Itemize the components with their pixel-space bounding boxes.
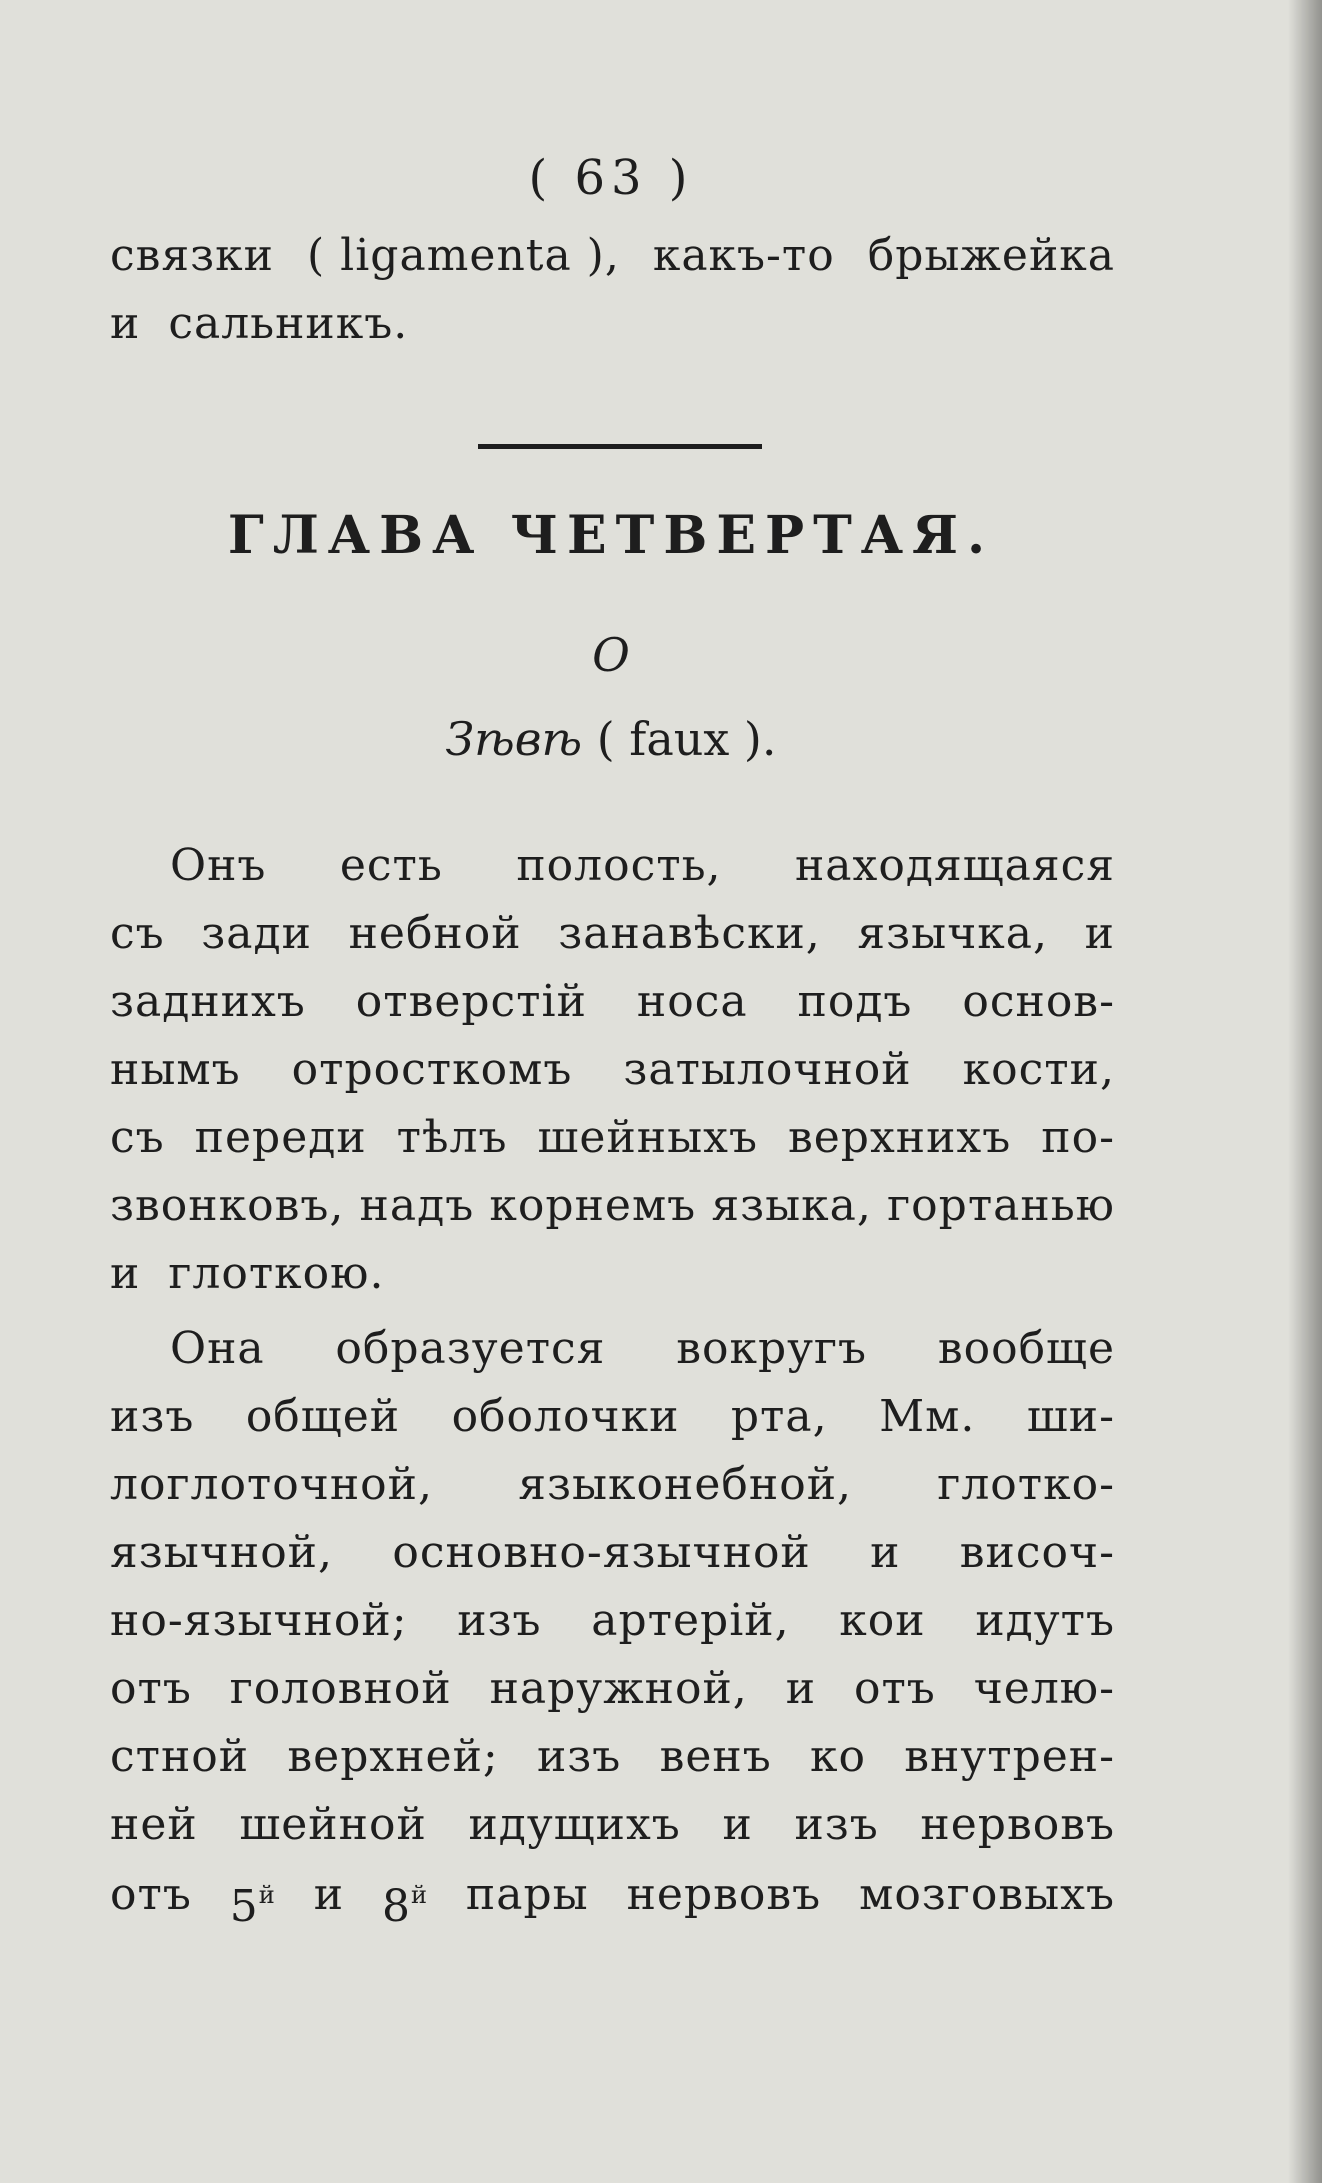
word: какъ-то	[652, 230, 835, 281]
word: занавѣски,	[558, 908, 821, 959]
word: и	[110, 298, 141, 349]
word: оболочки	[451, 1391, 680, 1442]
word: $8^й$	[381, 1881, 428, 1932]
word: кои	[839, 1595, 926, 1646]
word: кости,	[962, 1044, 1115, 1095]
word: отъ	[853, 1663, 936, 1714]
word: корнемъ	[489, 1180, 697, 1231]
word: рта,	[730, 1391, 828, 1442]
word: основно-язычной	[392, 1527, 811, 1578]
word: пары	[465, 1869, 589, 1920]
word: гортанью	[887, 1180, 1115, 1231]
text-line	[110, 1525, 1115, 1581]
word: нервовъ	[920, 1799, 1115, 1850]
word: идущихъ	[468, 1799, 681, 1850]
word: языка,	[711, 1180, 872, 1231]
word: ко	[809, 1731, 866, 1782]
word: идутъ	[975, 1595, 1115, 1646]
word: логлоточной,	[110, 1459, 433, 1510]
word: изъ	[536, 1731, 622, 1782]
word: язычной,	[110, 1527, 333, 1578]
word: и	[722, 1799, 753, 1850]
word: Она	[170, 1323, 265, 1374]
word: ( ligamenta ),	[306, 230, 620, 281]
word: надъ	[359, 1180, 475, 1231]
word: венъ	[659, 1731, 772, 1782]
word: брыжейка	[867, 230, 1115, 281]
word: верхней;	[287, 1731, 499, 1782]
word: Мм.	[879, 1391, 976, 1442]
text-line	[110, 1321, 1115, 1377]
text-line	[110, 838, 1115, 894]
word: наружной,	[489, 1663, 748, 1714]
word: изъ	[457, 1595, 542, 1646]
chapter-subtitle	[0, 712, 1222, 766]
text-line	[110, 1042, 1115, 1098]
page-number: ( 63 )	[528, 150, 694, 206]
word: артерій,	[591, 1595, 790, 1646]
text-line	[110, 1246, 1115, 1302]
word: основ-	[962, 976, 1115, 1027]
text-line	[110, 228, 1115, 284]
word: мозговыхъ	[859, 1869, 1115, 1920]
text-line-last	[110, 1867, 1115, 1935]
word: глотко-	[937, 1459, 1115, 1510]
text-line	[110, 1178, 1115, 1234]
word: затылочной	[623, 1044, 912, 1095]
word: тѣлъ	[396, 1112, 508, 1163]
chapter-about: О	[592, 628, 630, 682]
word: переди	[194, 1112, 367, 1163]
text-line	[110, 1389, 1115, 1445]
word: съ	[110, 908, 165, 959]
word: глоткою.	[168, 1248, 385, 1299]
word: сальникъ.	[168, 298, 409, 349]
word: заднихъ	[110, 976, 306, 1027]
word: по-	[1041, 1112, 1115, 1163]
word: язычка,	[857, 908, 1049, 959]
page-edge-shadow	[1288, 0, 1322, 2183]
word: стной	[110, 1731, 250, 1782]
word: и	[313, 1869, 345, 1920]
text-line	[110, 1457, 1115, 1513]
word: изъ	[794, 1799, 879, 1850]
text-line	[110, 906, 1115, 962]
word: отъ	[110, 1663, 192, 1714]
chapter-title: ГЛАВА ЧЕТВЕРТАЯ.	[227, 505, 995, 566]
word: отъ	[110, 1869, 192, 1920]
word: отросткомъ	[291, 1044, 573, 1095]
word: ши-	[1026, 1391, 1115, 1442]
word: шейной	[239, 1799, 427, 1850]
word: образуется	[335, 1323, 606, 1374]
section-rule	[478, 444, 762, 449]
subtitle-latin: ( faux ).	[596, 712, 777, 766]
word: вообще	[937, 1323, 1115, 1374]
word: звонковъ,	[110, 1180, 345, 1231]
word: шейныхъ	[537, 1112, 758, 1163]
word: носа	[636, 976, 748, 1027]
word: и	[110, 1248, 141, 1299]
word: нымъ	[110, 1044, 241, 1095]
word: полость,	[516, 840, 722, 891]
word: внутрен-	[904, 1731, 1115, 1782]
word: но-язычной;	[110, 1595, 408, 1646]
word: небной	[348, 908, 522, 959]
word: подъ	[797, 976, 913, 1027]
text-line	[110, 1593, 1115, 1649]
word: верхнихъ	[787, 1112, 1012, 1163]
word: челю-	[973, 1663, 1115, 1714]
word: отверстій	[355, 976, 587, 1027]
word: ней	[110, 1799, 198, 1850]
text-line	[110, 974, 1115, 1030]
word: есть	[339, 840, 443, 891]
word: зади	[201, 908, 312, 959]
word: вокругъ	[676, 1323, 868, 1374]
word: и	[785, 1663, 817, 1714]
word: общей	[245, 1391, 401, 1442]
word: находящаяся	[794, 840, 1115, 891]
text-line	[110, 1661, 1115, 1717]
word: Онъ	[170, 840, 267, 891]
word: изъ	[110, 1391, 195, 1442]
word: съ	[110, 1112, 165, 1163]
word: языконебной,	[518, 1459, 853, 1510]
word: связки	[110, 230, 274, 281]
word: нервовъ	[626, 1869, 822, 1920]
text-line	[110, 1797, 1115, 1853]
word: головной	[229, 1663, 452, 1714]
subtitle-word: Зѣвѣ	[445, 712, 583, 766]
text-line	[110, 1729, 1115, 1785]
word: и	[1084, 908, 1115, 959]
word: и	[870, 1527, 901, 1578]
text-line	[110, 296, 1115, 352]
word: $5^й$	[229, 1881, 276, 1932]
word: височ-	[959, 1527, 1115, 1578]
text-line	[110, 1110, 1115, 1166]
